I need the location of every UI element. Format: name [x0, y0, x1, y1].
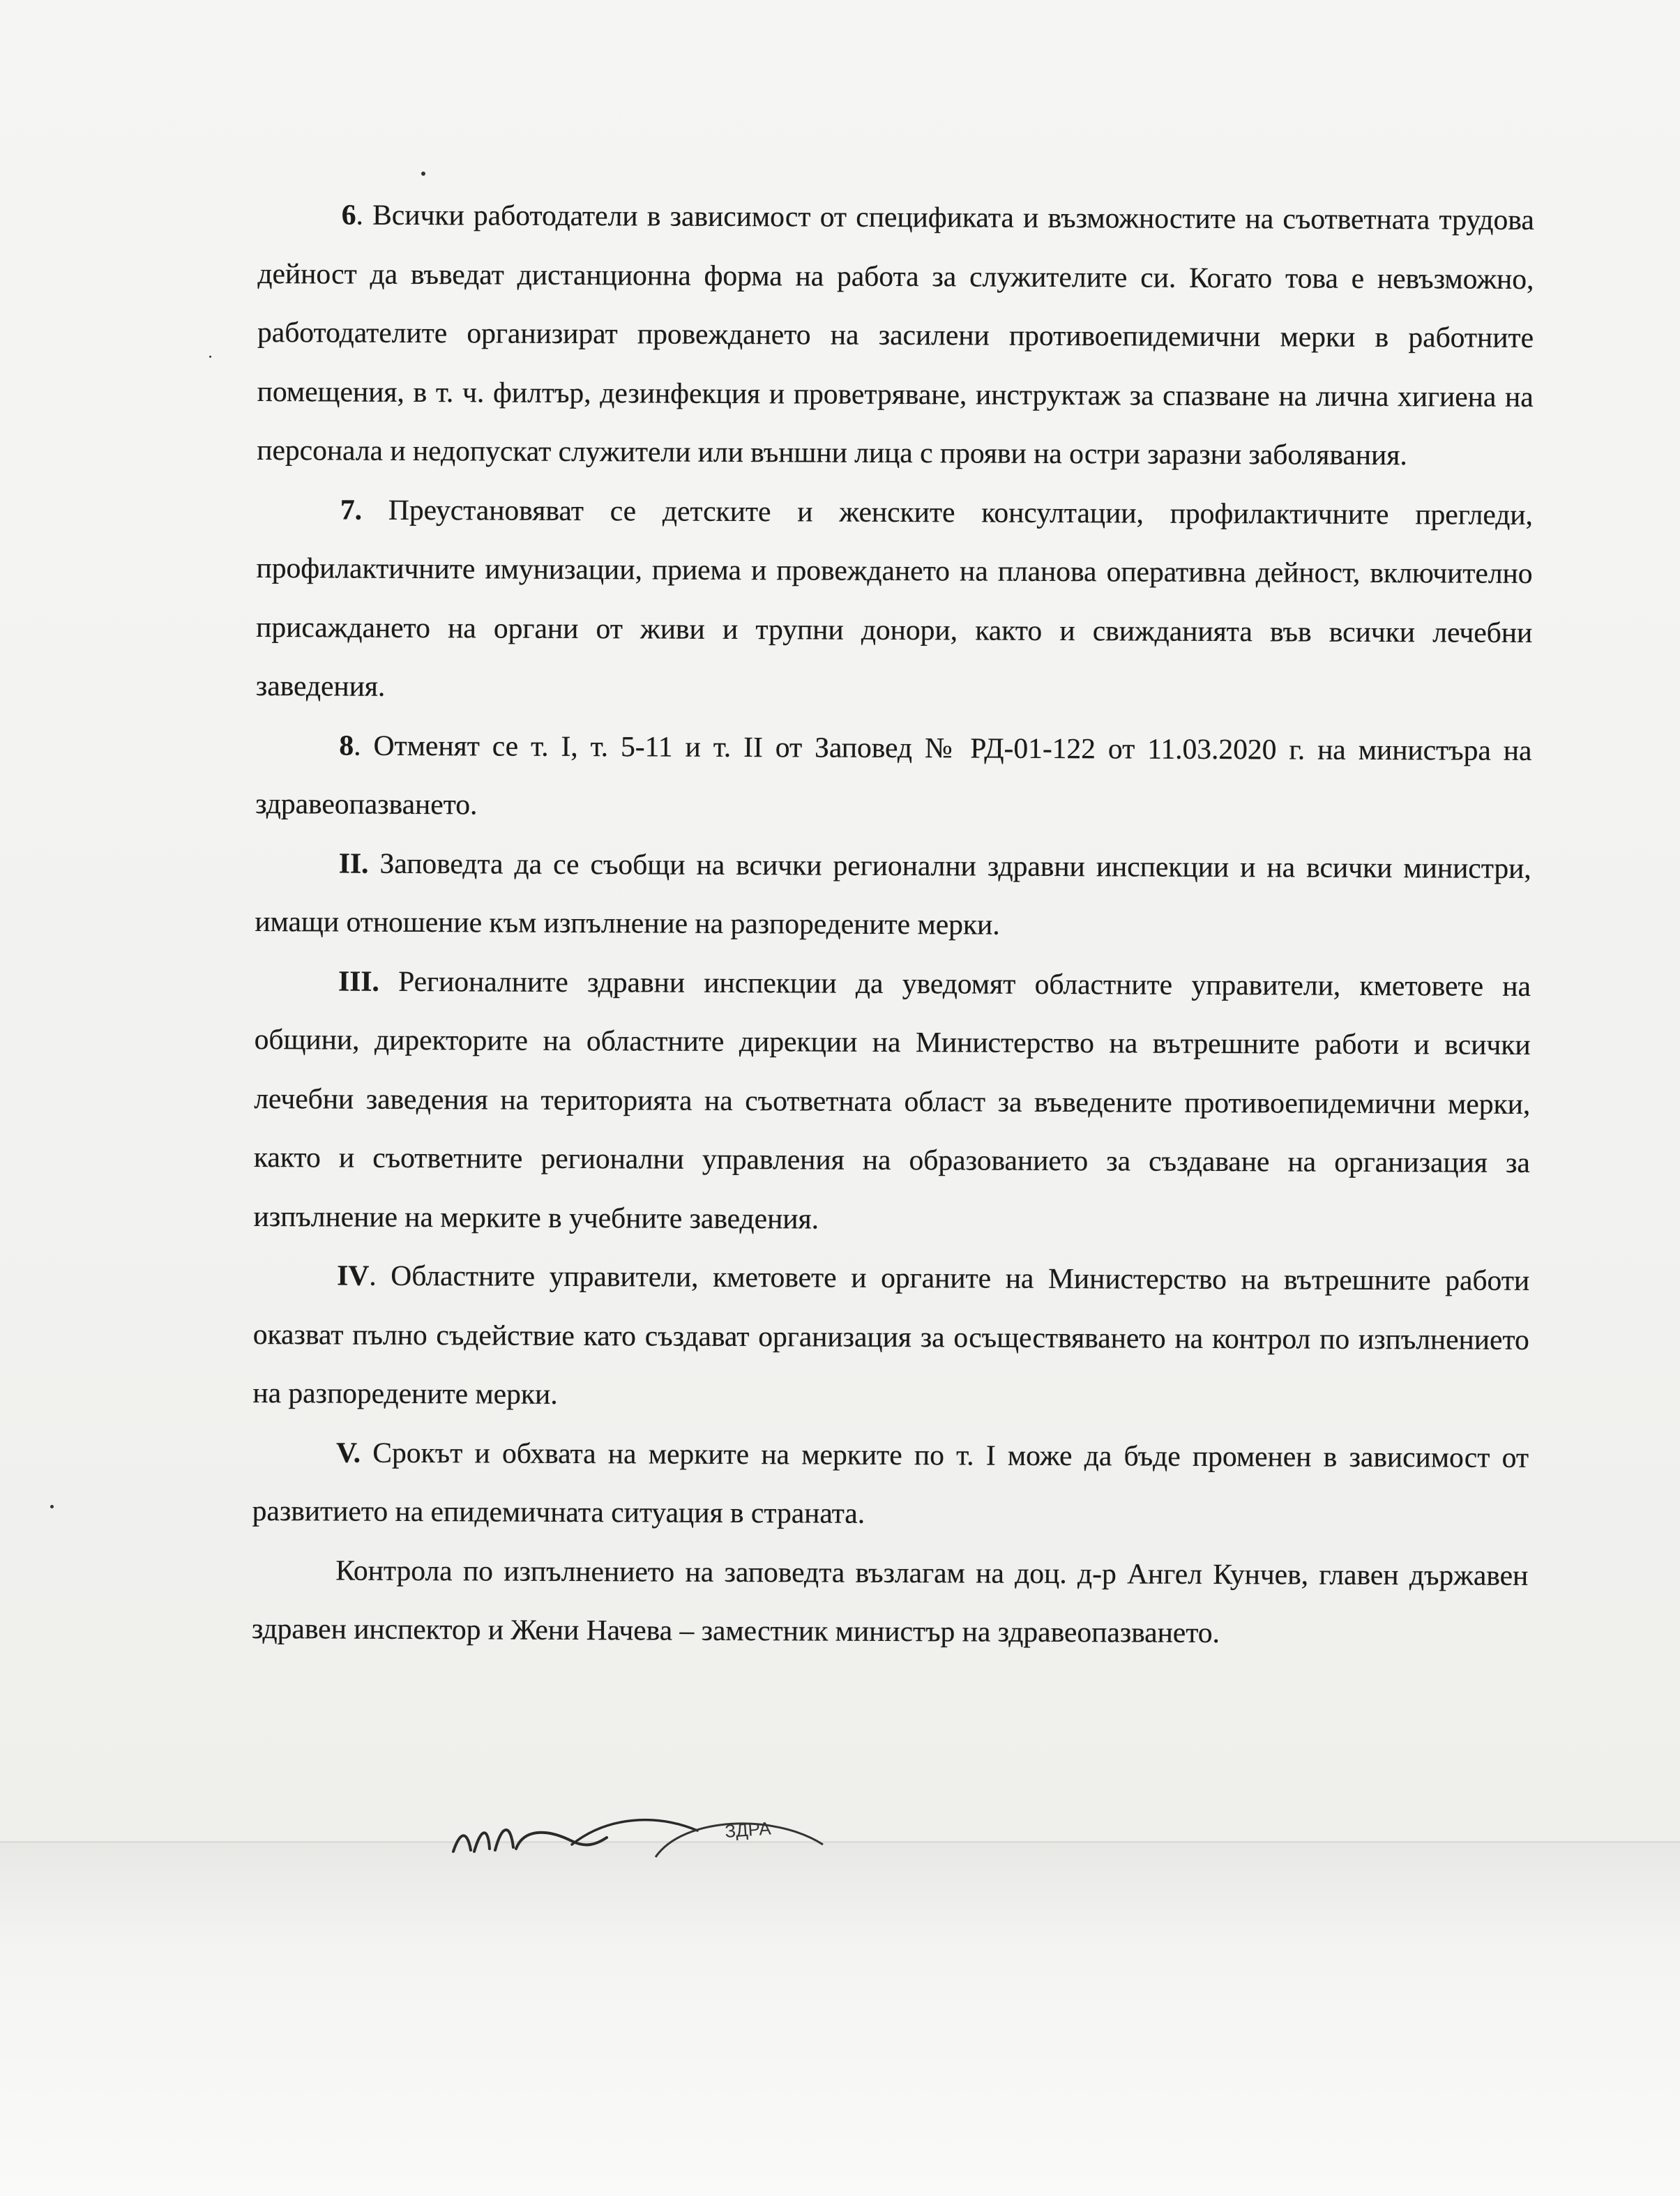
scan-speck	[209, 356, 211, 358]
paragraph-number: II.	[338, 847, 369, 879]
paragraph-text: Контрола по изпълнението на заповедта възлагам на доц. д-р Ангел Кунчев, главен държавен здравен инспектор и Жени Начева – заместник министър на здравеопазването.	[251, 1554, 1529, 1649]
paragraph-V	[252, 1422, 1529, 1545]
signature-and-stamp	[446, 1803, 837, 1858]
scan-speck	[421, 172, 425, 176]
paragraph-7	[256, 479, 1533, 720]
paragraph-text: . Всички работодатели в зависимост от спецификата и възможностите на съответната трудова дейност да въведат дистанционна форма на работа за служителите си. Когато това е невъзможно, работодателите организират провеждането на засилени противоепидемични мерки в работните помещения, в т. ч. филтър, дезинфекция и проветряване, инструктаж за спазване на лична хигиена на персонала и недопускат служители или външни лица с прояви на остри заразни заболявания.	[257, 198, 1534, 471]
paragraph-text: Срокът и обхвата на мерките на мерките по т. I може да бъде променен в зависимост от развитието на епидемичната ситуация в страната.	[252, 1436, 1529, 1529]
paragraph-text: Заповедта да се съобщи на всички регионални здравни инспекции и на всички министри, имащи отношение към изпълнение на разпоредените мерки.	[255, 847, 1531, 941]
scan-speck	[50, 1505, 54, 1508]
paragraph-II	[255, 833, 1531, 956]
paragraph-control	[252, 1540, 1529, 1663]
paragraph-text: Преустановяват се детските и женските консултации, профилактичните прегледи, профилактичните имунизации, приема и провеждането на планова оперативна дейност, включително присаждането на органи от живи и трупни донори, както и свижданията във всички лечебни заведения.	[255, 493, 1534, 702]
paragraph-number: V.	[335, 1436, 361, 1469]
scan-lower-area	[0, 1841, 1680, 2196]
signature-flourish	[572, 1820, 697, 1845]
paragraph-number: 8	[339, 729, 354, 762]
paragraph-number: III.	[338, 964, 379, 997]
paragraph-text: Регионалните здравни инспекции да уведомят областните управители, кметовете на общини, директорите на областните дирекции на Министерство на вътрешните работи и всички лечебни заведения на територията на съответната област за въведените противоепидемични мерки, както и съответните регионални управления на образованието за създаване на организация за изпълнение на мерките в учебните заведения.	[253, 964, 1531, 1235]
document-body	[252, 185, 1534, 1663]
paragraph-number: IV	[337, 1259, 370, 1292]
paragraph-number: 6	[341, 198, 356, 231]
paragraph-text: . Отменят се т. I, т. 5-11 и т. II от Заповед № РД-01-122 от 11.03.2020 г. на министъра на здравеопазването.	[255, 729, 1532, 821]
paragraph-IV	[252, 1245, 1529, 1428]
signature-stroke	[453, 1830, 607, 1852]
paragraph-number: 7.	[340, 493, 363, 526]
paragraph-text: . Областните управители, кметовете и органите на Министерство на вътрешните работи оказват пълно съдействие като създават организация за осъществяването на контрол по изпълнението на разпоредените мерки.	[252, 1259, 1530, 1410]
paragraph-8	[255, 715, 1532, 838]
stamp-text: ЗДРА	[724, 1817, 772, 1842]
paragraph-III	[253, 951, 1531, 1250]
paragraph-6	[257, 185, 1534, 485]
